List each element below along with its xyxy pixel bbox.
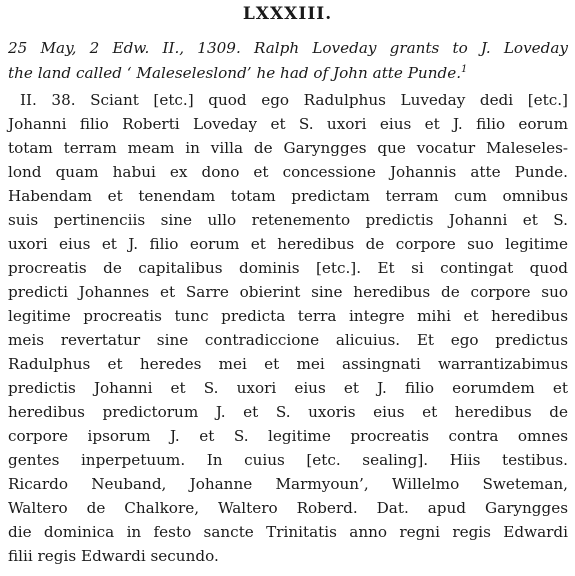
body-line: legitime procreatis tunc predicta terra integre mihi et heredibus: [8, 307, 568, 325]
body-line: Habendam et tenendam totam predictam terram cum omnibus: [8, 187, 568, 205]
body-line: heredibus predictorum J. et S. uxoris eius et heredibus de: [8, 403, 568, 421]
body-line: II. 38. Sciant [etc.] quod ego Radulphus Luveday dedi [etc.]: [20, 91, 568, 109]
body-line: predictis Johanni et S. uxori eius et J. filio eorumdem et: [8, 379, 568, 397]
body-line: suis pertinenciis sine ullo retenemento predictis Johanni et S.: [8, 211, 568, 229]
summary-text: the land called ‘ Maleseleslond’ he had of John atte Punde.: [8, 64, 462, 82]
document-number: LXXXIII.: [242, 4, 333, 24]
body-line: totam terram meam in villa de Garyngges que vocatur Maleseles-: [8, 139, 568, 157]
body-line: Waltero de Chalkore, Waltero Roberd. Dat. apud Garyngges: [8, 499, 568, 517]
body-line: Ricardo Neuband, Johanne Marmyoun’, Willelmo Sweteman,: [8, 475, 568, 493]
body-line: meis revertatur sine contradiccione alicuius. Et ego predictus: [8, 331, 568, 349]
body-line: uxori eius et J. filio eorum et heredibus de corpore suo legitime: [8, 235, 568, 253]
body-line: corpore ipsorum J. et S. legitime procreatis contra omnes: [8, 427, 568, 445]
body-line: Radulphus et heredes mei et mei assingnati warrantizabimus: [8, 355, 568, 373]
summary-line: [8, 58, 568, 85]
body-line: procreatis de capitalibus dominis [etc.]. Et si contingat quod: [8, 259, 568, 277]
body-line: lond quam habui ex dono et concessione Johannis atte Punde.: [8, 163, 568, 181]
body-line: gentes inperpetuum. In cuius [etc. sealing]. Hiis testibus.: [8, 451, 568, 469]
body-line: predicti Johannes et Sarre obierint sine heredibus de corpore suo: [8, 283, 568, 301]
footnote-mark: 1: [461, 64, 468, 75]
summary-line: 25 May, 2 Edw. II., 1309. Ralph Loveday grants to J. Loveday: [8, 39, 568, 57]
body-line: die dominica in festo sancte Trinitatis anno regni regis Edwardi: [8, 523, 568, 541]
body-line: Johanni filio Roberti Loveday et S. uxori eius et J. filio eorum: [8, 115, 568, 133]
body-line: filii regis Edwardi secundo.: [8, 547, 219, 565]
